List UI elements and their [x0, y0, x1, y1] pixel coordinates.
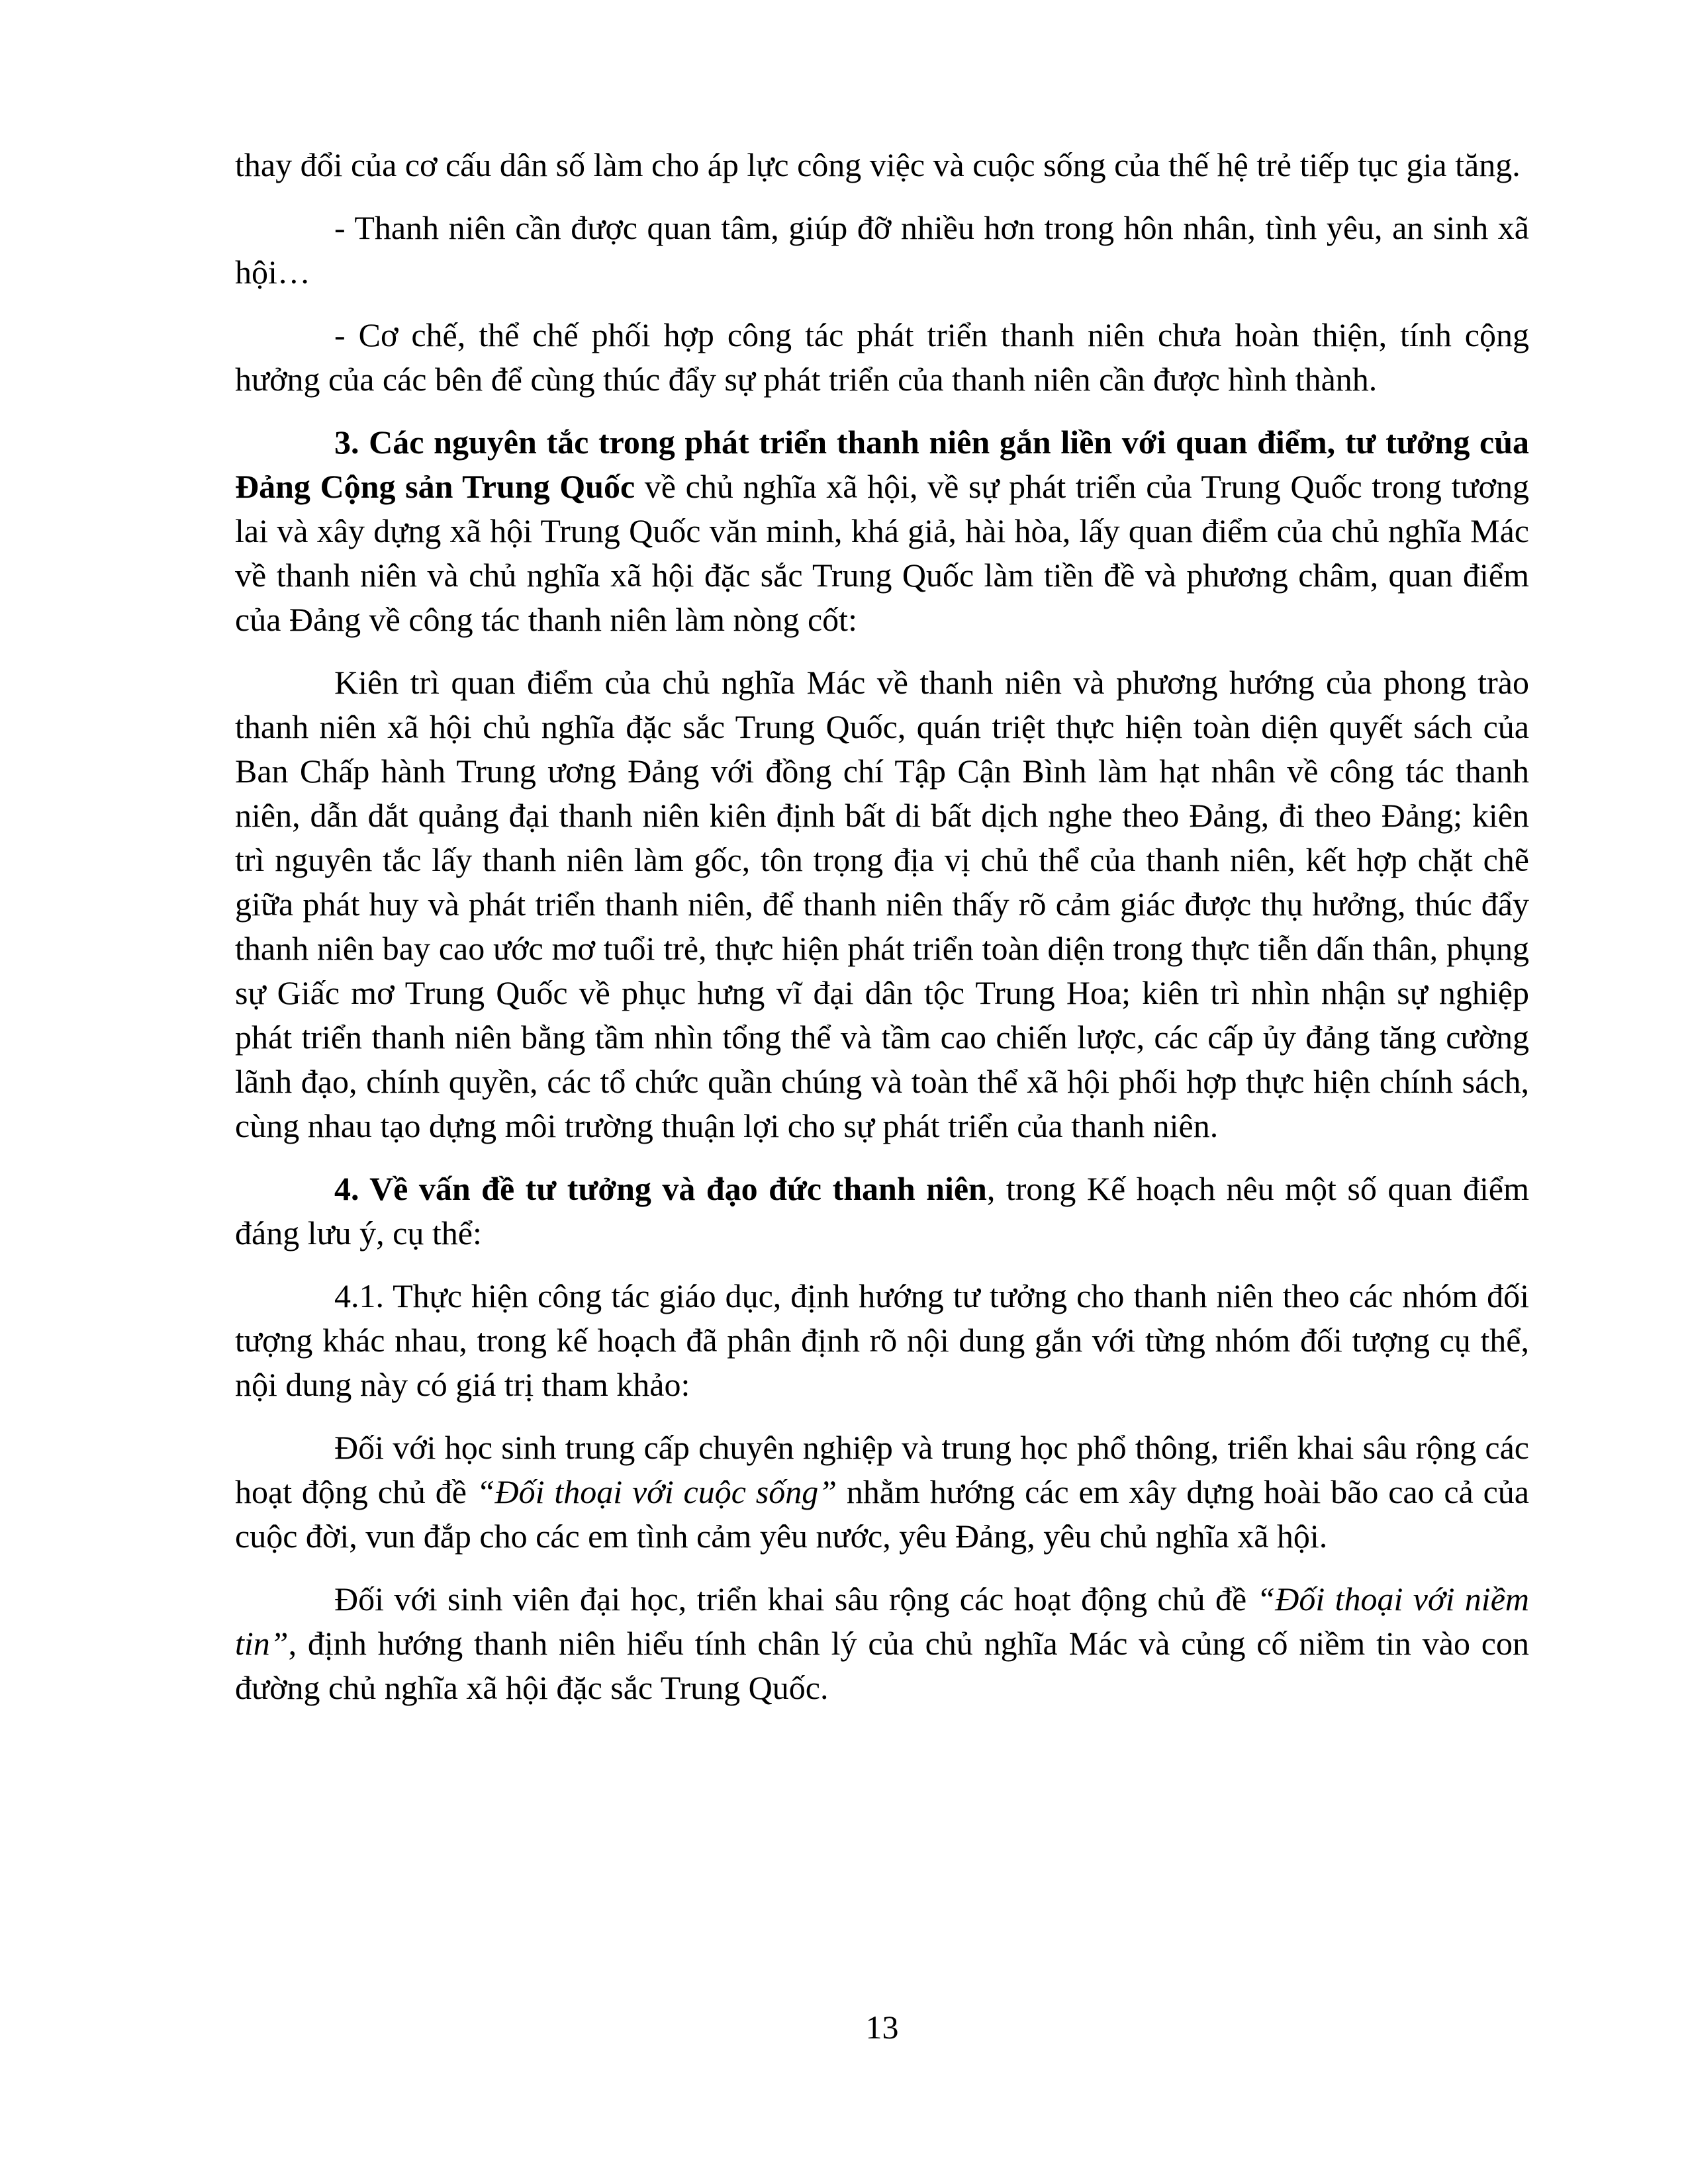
- paragraph: [235, 143, 1529, 187]
- text-run: về chủ nghĩa xã hội, về sự phát triển của Trung Quốc trong tương lai và xây dựng xã hội Trung Quốc văn minh, khá giả, hài hòa, lấy quan điểm của chủ nghĩa Mác về thanh niên và chủ nghĩa xã hội đặc sắc Trung Quốc làm tiền đề và phương châm, quan điểm của Đảng về công tác thanh niên làm nòng cốt:: [235, 468, 1529, 638]
- document-body: [235, 143, 1529, 1710]
- text-run: Kiên trì quan điểm của chủ nghĩa Mác về thanh niên và phương hướng của phong trào thanh niên xã hội chủ nghĩa đặc sắc Trung Quốc, quán triệt thực hiện toàn diện quyết sách của Ban Chấp hành Trung ương Đảng với đồng chí Tập Cận Bình làm hạt nhân về công tác thanh niên, dẫn dắt quảng đại thanh niên kiên định bất di bất dịch nghe theo Đảng, đi theo Đảng; kiên trì nguyên tắc lấy thanh niên làm gốc, tôn trọng địa vị chủ thể của thanh niên, kết hợp chặt chẽ giữa phát huy và phát triển thanh niên, để thanh niên thấy rõ cảm giác được thụ hưởng, thúc đẩy thanh niên bay cao ước mơ tuổi trẻ, thực hiện phát triển toàn diện trong thực tiễn dấn thân, phụng sự Giấc mơ Trung Quốc về phục hưng vĩ đại dân tộc Trung Hoa; kiên trì nhìn nhận sự nghiệp phát triển thanh niên bằng tầm nhìn tổng thể và tầm cao chiến lược, các cấp ủy đảng tăng cường lãnh đạo, chính quyền, các tổ chức quần chúng và toàn thể xã hội phối hợp thực hiện chính sách, cùng nhau tạo dựng môi trường thuận lợi cho sự phát triển của thanh niên.: [235, 664, 1529, 1144]
- paragraph: [235, 313, 1529, 402]
- text-run: 4.1. Thực hiện công tác giáo dục, định hướng tư tưởng cho thanh niên theo các nhóm đối tượng khác nhau, trong kế hoạch đã phân định rõ nội dung gắn với từng nhóm đối tượng cụ thể, nội dung này có giá trị tham khảo:: [235, 1277, 1529, 1403]
- paragraph: [235, 1426, 1529, 1559]
- bold-text-run: 4. Về vấn đề tư tưởng và đạo đức thanh niên: [334, 1170, 987, 1207]
- italic-text-run: “Đối thoại với cuộc sống”: [476, 1473, 837, 1510]
- text-run: Đối với sinh viên đại học, triển khai sâu rộng các hoạt động chủ đề: [334, 1580, 1257, 1617]
- italic-text-run: “Đối thoại với niềm tin”: [235, 1580, 1529, 1662]
- paragraph: [235, 420, 1529, 642]
- bold-text-run: 3. Các nguyên tắc trong phát triển thanh niên gắn liền với quan điểm, tư tưởng của Đảng Cộng sản Trung Quốc: [235, 424, 1529, 505]
- paragraph: [235, 1274, 1529, 1407]
- text-run: - Cơ chế, thể chế phối hợp công tác phát triển thanh niên chưa hoàn thiện, tính cộng hưởng của các bên để cùng thúc đẩy sự phát triển của thanh niên cần được hình thành.: [235, 316, 1529, 398]
- paragraph: [235, 1577, 1529, 1710]
- text-run: nhằm hướng các em xây dựng hoài bão cao cả của cuộc đời, vun đắp cho các em tình cảm yêu nước, yêu Đảng, yêu chủ nghĩa xã hội.: [235, 1473, 1529, 1555]
- page-number: 13: [865, 2009, 899, 2046]
- paragraph: [235, 1167, 1529, 1255]
- text-run: , trong Kế hoạch nêu một số quan điểm đáng lưu ý, cụ thể:: [235, 1170, 1529, 1251]
- text-run: , định hướng thanh niên hiểu tính chân lý của chủ nghĩa Mác và củng cố niềm tin vào con đường chủ nghĩa xã hội đặc sắc Trung Quốc.: [235, 1625, 1529, 1706]
- paragraph: [235, 660, 1529, 1148]
- text-run: thay đổi của cơ cấu dân số làm cho áp lực công việc và cuộc sống của thế hệ trẻ tiếp tục gia tăng.: [235, 146, 1521, 183]
- paragraph: [235, 206, 1529, 295]
- text-run: - Thanh niên cần được quan tâm, giúp đỡ nhiều hơn trong hôn nhân, tình yêu, an sinh xã hội…: [235, 209, 1529, 291]
- text-run: Đối với học sinh trung cấp chuyên nghiệp và trung học phổ thông, triển khai sâu rộng các hoạt động chủ đề: [235, 1429, 1529, 1510]
